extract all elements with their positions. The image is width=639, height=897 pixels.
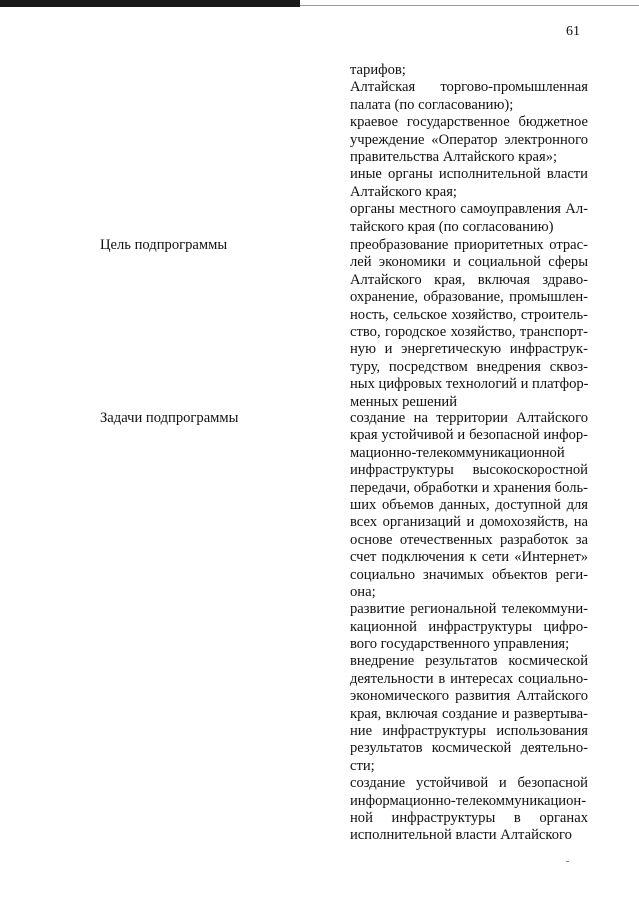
goal-label: Цель подпрограммы — [100, 237, 228, 253]
paragraph — [350, 79, 588, 114]
paragraph — [350, 166, 588, 201]
text-line: правительства Алтайского края»; — [350, 148, 558, 165]
text-line: всех организаций и домохозяйств, на — [350, 514, 588, 531]
text-line: палата (по согласованию); — [350, 96, 514, 113]
text-line: деятельности в интересах социально- — [350, 670, 588, 687]
text-line: ность, сельское хозяйство, строитель- — [350, 306, 588, 323]
text-line: она; — [350, 583, 376, 600]
text-line: Алтайского края; — [350, 183, 457, 200]
paragraph — [350, 237, 588, 411]
text-line: туру, посредством внедрения сквоз- — [350, 358, 588, 375]
paragraph — [350, 601, 588, 653]
text-line: тарифов; — [350, 62, 406, 78]
tasks-text-cell — [350, 410, 588, 845]
text-line: краевое государственное бюджетное — [350, 114, 588, 131]
text-line: органы местного самоуправления Ал- — [350, 201, 588, 218]
text-line: преобразование приоритетных отрас- — [350, 237, 588, 253]
scan-top-line — [300, 5, 639, 6]
paragraph — [350, 410, 588, 601]
text-line: экономического развития Алтайского — [350, 688, 588, 705]
text-line: развитие региональной телекоммуни- — [350, 601, 588, 618]
text-line: иные органы исполнительной власти — [350, 166, 588, 183]
paragraph — [350, 775, 588, 845]
text-line: внедрение результатов космической — [350, 653, 588, 670]
text-line: мационно-телекоммуникационной — [350, 444, 565, 461]
text-line: вого государственного управления; — [350, 636, 570, 653]
text-line: Алтайского края, включая здраво- — [350, 271, 588, 288]
text-line: исполнительной власти Алтайского — [350, 827, 572, 844]
text-line: инфраструктуры высокоскоростной — [350, 462, 588, 479]
text-line: менных решений — [350, 393, 458, 410]
text-line: ных цифровых технологий и платфор- — [350, 376, 589, 393]
text-line: сти; — [350, 757, 375, 774]
text-line: охранение, образование, промышлен- — [350, 289, 588, 306]
text-line: тайского края (по согласованию) — [350, 218, 554, 235]
text-line: информационно-телекоммуникацион- — [350, 792, 587, 809]
text-line: результатов космической деятельно- — [350, 740, 588, 757]
text-line: ние инфраструктуры использования — [350, 723, 588, 740]
top-text-cell — [350, 62, 588, 236]
text-line: социально значимых объектов реги- — [350, 566, 588, 583]
text-line: учреждение «Оператор электронного — [350, 131, 588, 148]
text-line: передачи, обработки и хранения боль- — [350, 479, 588, 496]
scan-speck — [566, 861, 569, 862]
text-line: основе отечественных разработок за — [350, 531, 588, 548]
text-line: Алтайская торгово-промышленная — [350, 79, 588, 96]
tasks-label: Задачи подпрограммы — [100, 410, 239, 426]
scan-top-bar — [0, 0, 300, 7]
text-line: ство, городское хозяйство, транспорт- — [350, 323, 588, 340]
text-line: ной инфраструктуры в органах — [350, 809, 588, 826]
text-line: создание устойчивой и безопасной — [350, 775, 588, 792]
text-line: создание на территории Алтайского — [350, 410, 588, 426]
paragraph — [350, 653, 588, 775]
paragraph — [350, 201, 588, 236]
text-line: ших объемов данных, доступной для — [350, 496, 588, 513]
paragraph — [350, 62, 588, 79]
paragraph — [350, 114, 588, 166]
text-line: кационной инфраструктуры цифро- — [350, 618, 588, 635]
text-line: счет подключения к сети «Интернет» — [350, 549, 588, 566]
page-number: 61 — [566, 24, 580, 39]
goal-text-cell — [350, 237, 588, 411]
text-line: края, включая создание и развертыва- — [350, 705, 588, 722]
text-line: ную и энергетическую инфраструк- — [350, 341, 588, 358]
text-line: лей экономики и социальной сферы — [350, 254, 588, 271]
text-line: края устойчивой и безопасной инфор- — [350, 427, 588, 444]
